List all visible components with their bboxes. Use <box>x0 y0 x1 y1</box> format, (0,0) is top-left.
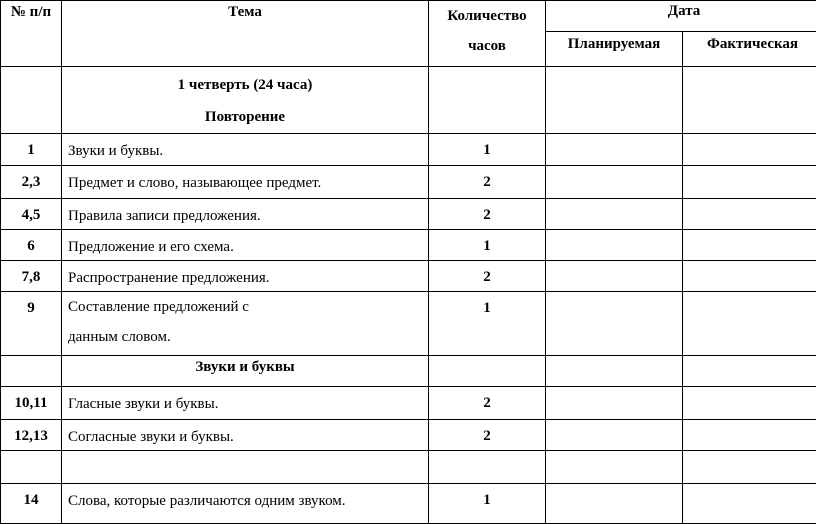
row-actual <box>683 230 816 261</box>
row-hours: 2 <box>429 420 546 451</box>
header-planned: Планируемая <box>546 32 683 67</box>
row-hours: 2 <box>429 166 546 199</box>
row-num: 4,5 <box>1 199 62 230</box>
row-topic <box>62 292 429 356</box>
row-topic-line2: данным словом. <box>68 322 428 352</box>
row-planned <box>546 420 683 451</box>
row-actual <box>683 451 816 484</box>
section-hours-cell <box>429 356 546 387</box>
section-num-cell <box>1 67 62 134</box>
row-planned <box>546 387 683 420</box>
section-num-cell <box>1 356 62 387</box>
row-topic: Гласные звуки и буквы. <box>62 387 429 420</box>
row-topic: Предмет и слово, называющее предмет. <box>62 166 429 199</box>
row-actual <box>683 166 816 199</box>
table-row <box>1 387 816 420</box>
row-num: 12,13 <box>1 420 62 451</box>
section-plan-cell <box>546 356 683 387</box>
header-topic: Тема <box>62 1 429 67</box>
section-repeat-label: Повторение <box>62 101 428 133</box>
table-row <box>1 292 816 356</box>
header-hours-line2: часов <box>429 31 545 61</box>
row-num: 9 <box>1 292 62 356</box>
section-row-quarter <box>1 67 816 134</box>
row-actual <box>683 420 816 451</box>
row-topic <box>62 451 429 484</box>
section-actual-cell <box>683 67 816 134</box>
row-hours: 1 <box>429 484 546 524</box>
section-title-cell <box>62 67 429 134</box>
table-row <box>1 166 816 199</box>
header-hours <box>429 1 546 67</box>
row-hours: 1 <box>429 230 546 261</box>
row-topic: Предложение и его схема. <box>62 230 429 261</box>
table-row <box>1 261 816 292</box>
table-row <box>1 134 816 166</box>
header-num: № п/п <box>1 1 62 67</box>
row-actual <box>683 292 816 356</box>
row-hours: 2 <box>429 261 546 292</box>
row-actual <box>683 199 816 230</box>
row-hours: 2 <box>429 199 546 230</box>
row-actual <box>683 387 816 420</box>
row-num: 2,3 <box>1 166 62 199</box>
row-topic: Звуки и буквы. <box>62 134 429 166</box>
section-hours-cell <box>429 67 546 134</box>
row-topic: Распространение предложения. <box>62 261 429 292</box>
row-topic: Правила записи предложения. <box>62 199 429 230</box>
row-num: 14 <box>1 484 62 524</box>
table-row <box>1 199 816 230</box>
row-planned <box>546 199 683 230</box>
row-hours: 2 <box>429 387 546 420</box>
row-hours: 1 <box>429 292 546 356</box>
row-num: 7,8 <box>1 261 62 292</box>
header-date: Дата <box>546 1 816 32</box>
row-topic: Согласные звуки и буквы. <box>62 420 429 451</box>
row-planned <box>546 134 683 166</box>
row-num: 1 <box>1 134 62 166</box>
section-quarter-label: 1 четверть (24 часа) <box>62 69 428 101</box>
section-sounds-label: Звуки и буквы <box>62 356 429 387</box>
row-planned <box>546 230 683 261</box>
table-row <box>1 230 816 261</box>
section-plan-cell <box>546 67 683 134</box>
row-actual <box>683 134 816 166</box>
row-num: 6 <box>1 230 62 261</box>
row-planned <box>546 166 683 199</box>
header-row <box>1 1 816 32</box>
row-planned <box>546 451 683 484</box>
row-hours: 1 <box>429 134 546 166</box>
row-planned <box>546 261 683 292</box>
header-actual: Фактическая <box>683 32 816 67</box>
row-topic-line1: Составление предложений с <box>68 292 428 322</box>
table-row-empty <box>1 451 816 484</box>
row-actual <box>683 261 816 292</box>
header-hours-line1: Количество <box>429 1 545 31</box>
section-actual-cell <box>683 356 816 387</box>
row-topic: Слова, которые различаются одним звуком. <box>62 484 429 524</box>
section-row-sounds <box>1 356 816 387</box>
row-hours <box>429 451 546 484</box>
table-row <box>1 420 816 451</box>
row-planned <box>546 292 683 356</box>
row-num <box>1 451 62 484</box>
row-num: 10,11 <box>1 387 62 420</box>
